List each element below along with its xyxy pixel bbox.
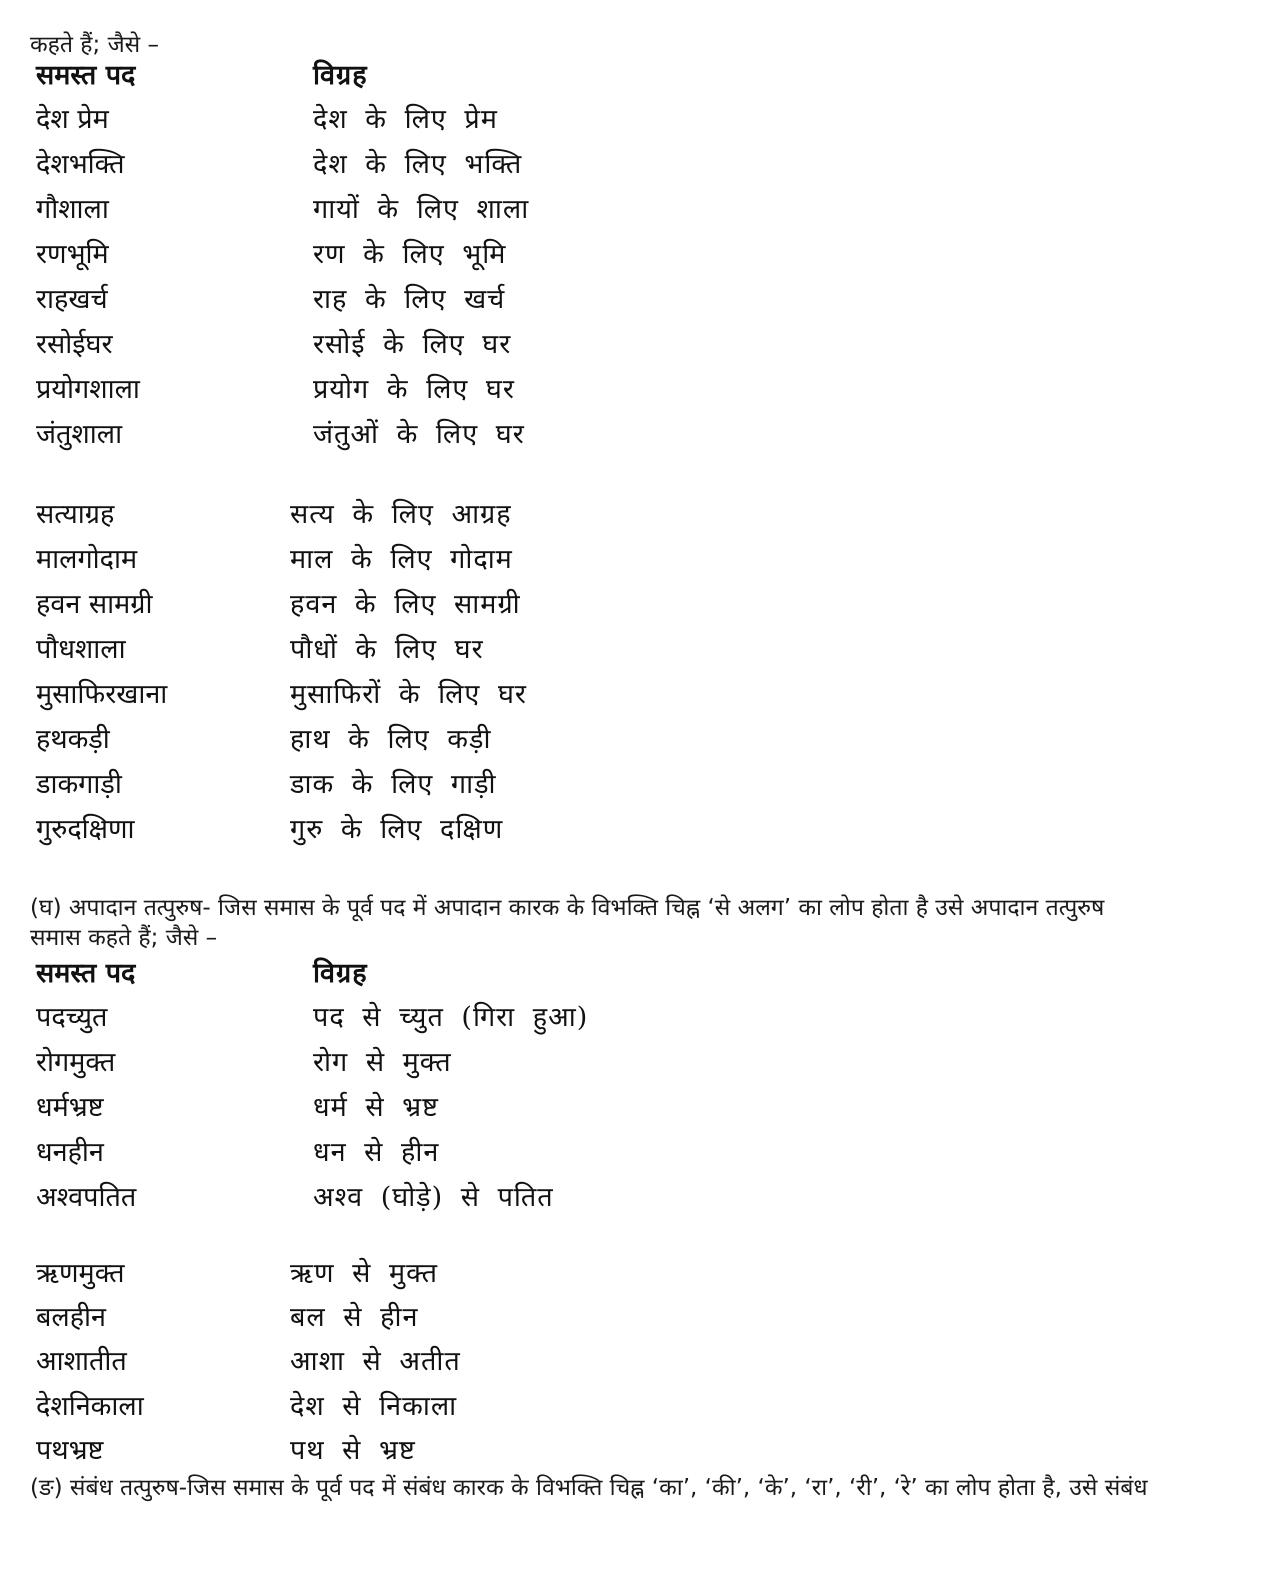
- analysis-term: प्रयोग के लिए घर: [313, 374, 515, 405]
- table2-header-compound: समस्त पद: [36, 958, 136, 989]
- compound-term: बलहीन: [36, 1302, 107, 1333]
- analysis-term: पद से च्युत (गिरा हुआ): [313, 1002, 589, 1033]
- section-nga-line1: (ङ) संबंध तत्पुरुष-जिस समास के पूर्व पद में संबंध कारक के विभक्ति चिह्न ‘का’, ‘की’, ‘के’, ‘रा’, ‘री’, ‘रे’ का लोप होता है, उसे संबंध: [30, 1475, 1148, 1501]
- table2-header-analysis: विग्रह: [313, 958, 368, 989]
- analysis-term: रसोई के लिए घर: [313, 329, 512, 360]
- analysis-term: राह के लिए खर्च: [313, 284, 506, 315]
- compound-term: डाकगाड़ी: [36, 769, 122, 800]
- compound-term: रोगमुक्त: [36, 1047, 116, 1078]
- compound-term: मालगोदाम: [36, 544, 138, 575]
- compound-term: पौधशाला: [36, 634, 126, 665]
- analysis-term: ऋण से मुक्त: [290, 1258, 438, 1289]
- compound-term: रसोईघर: [36, 329, 113, 360]
- table1-header-analysis: विग्रह: [313, 60, 368, 91]
- table1-header-compound: समस्त पद: [36, 60, 136, 91]
- intro-text: कहते हैं; जैसे –: [30, 32, 159, 58]
- analysis-term: पथ से भ्रष्ट: [290, 1435, 416, 1466]
- analysis-term: धर्म से भ्रष्ट: [313, 1092, 439, 1123]
- analysis-term: देश के लिए प्रेम: [313, 104, 498, 135]
- compound-term: धर्मभ्रष्ट: [36, 1092, 104, 1123]
- compound-term: देश प्रेम: [36, 104, 109, 135]
- analysis-term: गायों के लिए शाला: [313, 194, 530, 225]
- compound-term: धनहीन: [36, 1137, 104, 1168]
- compound-term: मुसाफिरखाना: [36, 679, 168, 710]
- analysis-term: देश से निकाला: [290, 1391, 458, 1422]
- analysis-term: हवन के लिए सामग्री: [290, 589, 521, 620]
- analysis-term: देश के लिए भक्ति: [313, 149, 523, 180]
- compound-term: प्रयोगशाला: [36, 374, 140, 405]
- section-gha-line1: (घ) अपादान तत्पुरुष- जिस समास के पूर्व पद में अपादान कारक के विभक्ति चिह्न ‘से अलग’ का लोप होता है उसे अपादान तत्पुरुष: [30, 895, 1105, 921]
- analysis-term: धन से हीन: [313, 1137, 440, 1168]
- analysis-term: रण के लिए भूमि: [313, 239, 507, 270]
- analysis-term: डाक के लिए गाड़ी: [290, 769, 497, 800]
- analysis-term: गुरु के लिए दक्षिण: [290, 814, 504, 845]
- compound-term: हथकड़ी: [36, 724, 110, 755]
- compound-term: ऋणमुक्त: [36, 1258, 125, 1289]
- analysis-term: बल से हीन: [290, 1302, 419, 1333]
- compound-term: गौशाला: [36, 194, 109, 225]
- analysis-term: पौधों के लिए घर: [290, 634, 484, 665]
- compound-term: देशभक्ति: [36, 149, 125, 180]
- analysis-term: सत्य के लिए आग्रह: [290, 499, 512, 530]
- compound-term: हवन सामग्री: [36, 589, 153, 620]
- section-gha-line2: समास कहते हैं; जैसे –: [30, 925, 218, 951]
- analysis-term: अश्व (घोड़े) से पतित: [313, 1182, 554, 1213]
- analysis-term: रोग से मुक्त: [313, 1047, 452, 1078]
- analysis-term: जंतुओं के लिए घर: [313, 419, 525, 450]
- compound-term: राहखर्च: [36, 284, 108, 315]
- compound-term: अश्वपतित: [36, 1182, 137, 1213]
- compound-term: जंतुशाला: [36, 419, 123, 450]
- compound-term: पथभ्रष्ट: [36, 1435, 104, 1466]
- compound-term: देशनिकाला: [36, 1391, 144, 1422]
- compound-term: आशातीत: [36, 1346, 127, 1377]
- analysis-term: माल के लिए गोदाम: [290, 544, 513, 575]
- analysis-term: मुसाफिरों के लिए घर: [290, 679, 527, 710]
- analysis-term: हाथ के लिए कड़ी: [290, 724, 492, 755]
- compound-term: पदच्युत: [36, 1002, 108, 1033]
- compound-term: रणभूमि: [36, 239, 109, 270]
- analysis-term: आशा से अतीत: [290, 1346, 461, 1377]
- compound-term: सत्याग्रह: [36, 499, 115, 530]
- compound-term: गुरुदक्षिणा: [36, 814, 135, 845]
